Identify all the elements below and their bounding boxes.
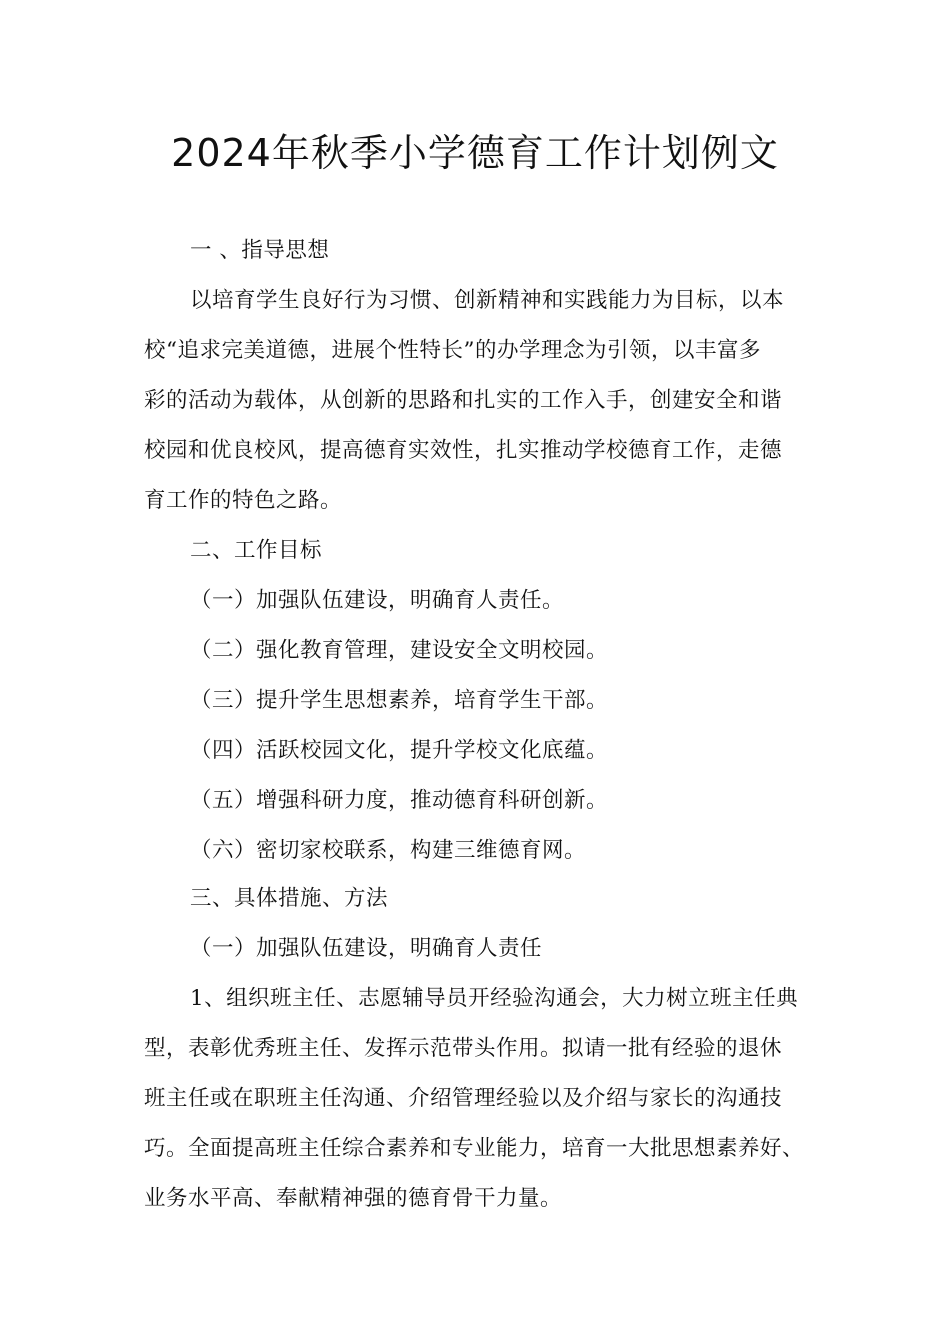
paragraph-line: 型，表彰优秀班主任、发挥示范带头作用。拟请一批有经验的退休 (144, 1036, 783, 1061)
paragraph-line: 业务水平高、奉献精神强的德育骨干力量。 (144, 1186, 563, 1211)
paragraph-line: 1、组织班主任、志愿辅导员开经验沟通会，大力树立班主任典 (190, 986, 799, 1011)
subheading-measure: （一）加强队伍建设，明确育人责任 (190, 936, 543, 961)
goal-item: （一）加强队伍建设，明确育人责任。 (190, 588, 565, 613)
goal-item: （六）密切家校联系，构建三维德育网。 (190, 838, 587, 863)
paragraph-line: 校“追求完美道德，进展个性特长”的办学理念为引领，以丰富多 (144, 338, 761, 363)
paragraph-line: 校园和优良校风，提高德育实效性，扎实推动学校德育工作，走德 (144, 438, 783, 463)
paragraph-line: 班主任或在职班主任沟通、介绍管理经验以及介绍与家长的沟通技 (144, 1086, 783, 1111)
paragraph-line: 彩的活动为载体，从创新的思路和扎实的工作入手，创建安全和谐 (144, 388, 783, 413)
heading-measures: 三、具体措施、方法 (190, 886, 389, 911)
paragraph-line: 以培育学生良好行为习惯、创新精神和实践能力为目标，以本 (190, 288, 785, 313)
goal-item: （四）活跃校园文化，提升学校文化底蕴。 (190, 738, 609, 763)
document-title: 2024年秋季小学德育工作计划例文 (171, 131, 779, 175)
paragraph-line: 巧。全面提高班主任综合素养和专业能力，培育一大批思想素养好、 (144, 1136, 805, 1161)
paragraph-line: 育工作的特色之路。 (144, 488, 343, 513)
heading-work-goals: 二、工作目标 (190, 538, 323, 563)
goal-item: （五）增强科研力度，推动德育科研创新。 (190, 788, 609, 813)
goal-item: （三）提升学生思想素养，培育学生干部。 (190, 688, 609, 713)
heading-guiding-thought: 一 、指导思想 (190, 238, 330, 263)
goal-item: （二）强化教育管理，建设安全文明校园。 (190, 638, 609, 663)
